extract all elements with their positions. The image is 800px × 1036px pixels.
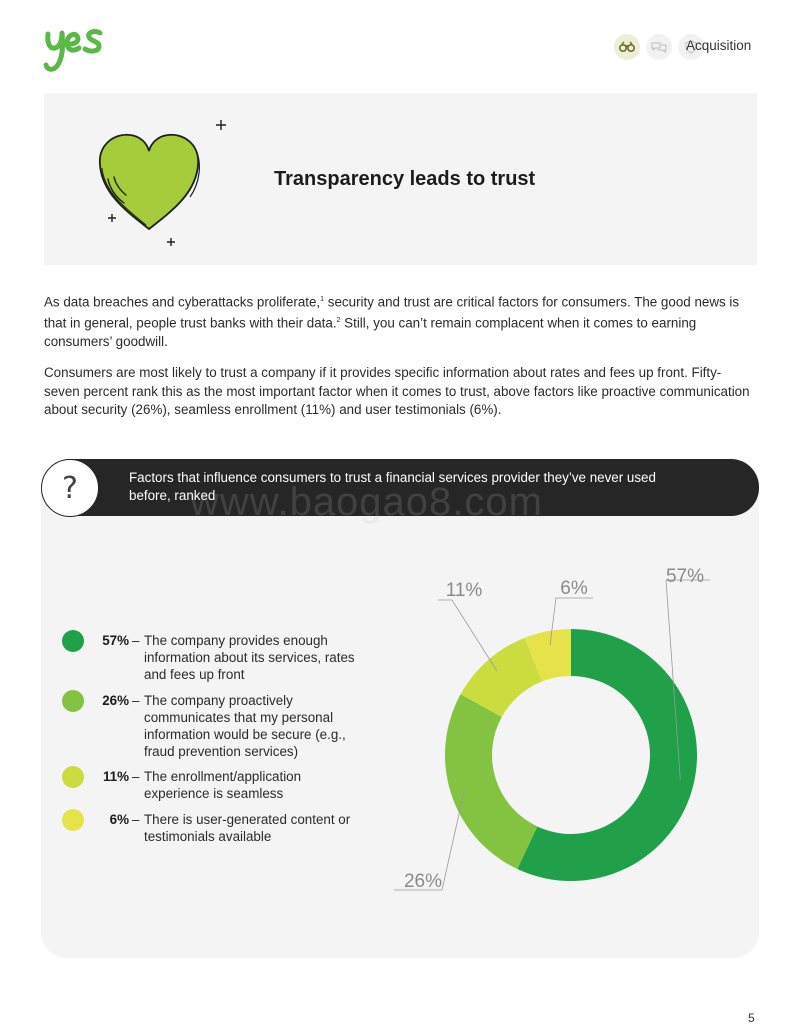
legend-item	[62, 690, 382, 766]
legend-dot	[62, 766, 84, 788]
legend-label: The company provides enough information about its services, rates and fees up front	[144, 633, 355, 682]
page-title: Transparency leads to trust	[274, 168, 536, 190]
legend-dash: –	[132, 769, 140, 784]
footnote-ref-2[interactable]: 2	[336, 316, 341, 324]
legend-label: There is user-generated content or testimonials available	[144, 812, 351, 844]
legend-item	[62, 630, 382, 690]
legend-value: 6%	[109, 812, 129, 827]
intro-paragraph: As data breaches and cyberattacks proliferate,$^1$ security and trust are critical factors for consumers. The good news is that in general, people trust banks with their data.$^2$ Still, you can’t remain complacent when it comes to earning consumers’ goodwill.	[44, 294, 740, 349]
legend-dot	[62, 690, 84, 712]
yes-logo-mark	[42, 24, 114, 74]
footnote-ref-1[interactable]: 1	[320, 296, 325, 303]
donut-chart	[380, 550, 730, 900]
chart-legend	[62, 630, 382, 849]
heart-icon	[44, 93, 244, 265]
data-label: 57%	[665, 566, 705, 587]
section-label[interactable]: Acquisition	[686, 38, 752, 53]
chat-bubbles-icon[interactable]	[646, 34, 672, 60]
legend-label: The company proactively communicates that my personal information would be secure (e.g., fraud prevention services)	[144, 693, 346, 759]
legend-dash: –	[132, 633, 140, 648]
legend-item	[62, 809, 382, 849]
watermark: www.baogao8.com	[190, 480, 543, 524]
legend-value: 57%	[102, 633, 129, 648]
data-label: 26%	[403, 871, 443, 892]
findings-paragraph: Consumers are most likely to trust a company if it provides specific information about rates and fees up front. Fifty-seven percent rank this as the most important factor when it comes to trust, above factors like proactive communication about security (26%), seamless enrollment (11%) and user testimonials (6%).	[44, 365, 750, 417]
data-label: 6%	[560, 578, 588, 599]
binoculars-icon[interactable]	[614, 34, 640, 60]
legend-dash: –	[132, 812, 140, 827]
data-label: 11%	[445, 580, 483, 601]
legend-item	[62, 766, 382, 809]
legend-label: The enrollment/application experience is seamless	[144, 769, 302, 801]
page-number: 5	[748, 1011, 755, 1025]
legend-dot	[62, 809, 84, 831]
legend-dash: –	[132, 693, 140, 708]
legend-value: 26%	[102, 693, 129, 708]
legend-value: 11%	[102, 769, 129, 784]
yes-logo[interactable]	[42, 24, 114, 79]
donut-slice	[445, 694, 537, 869]
chart-title: Factors that influence consumers to trust a financial services provider they’ve never used before, ranked	[129, 470, 656, 503]
question-icon: ?	[41, 459, 99, 517]
legend-dot	[62, 630, 84, 652]
